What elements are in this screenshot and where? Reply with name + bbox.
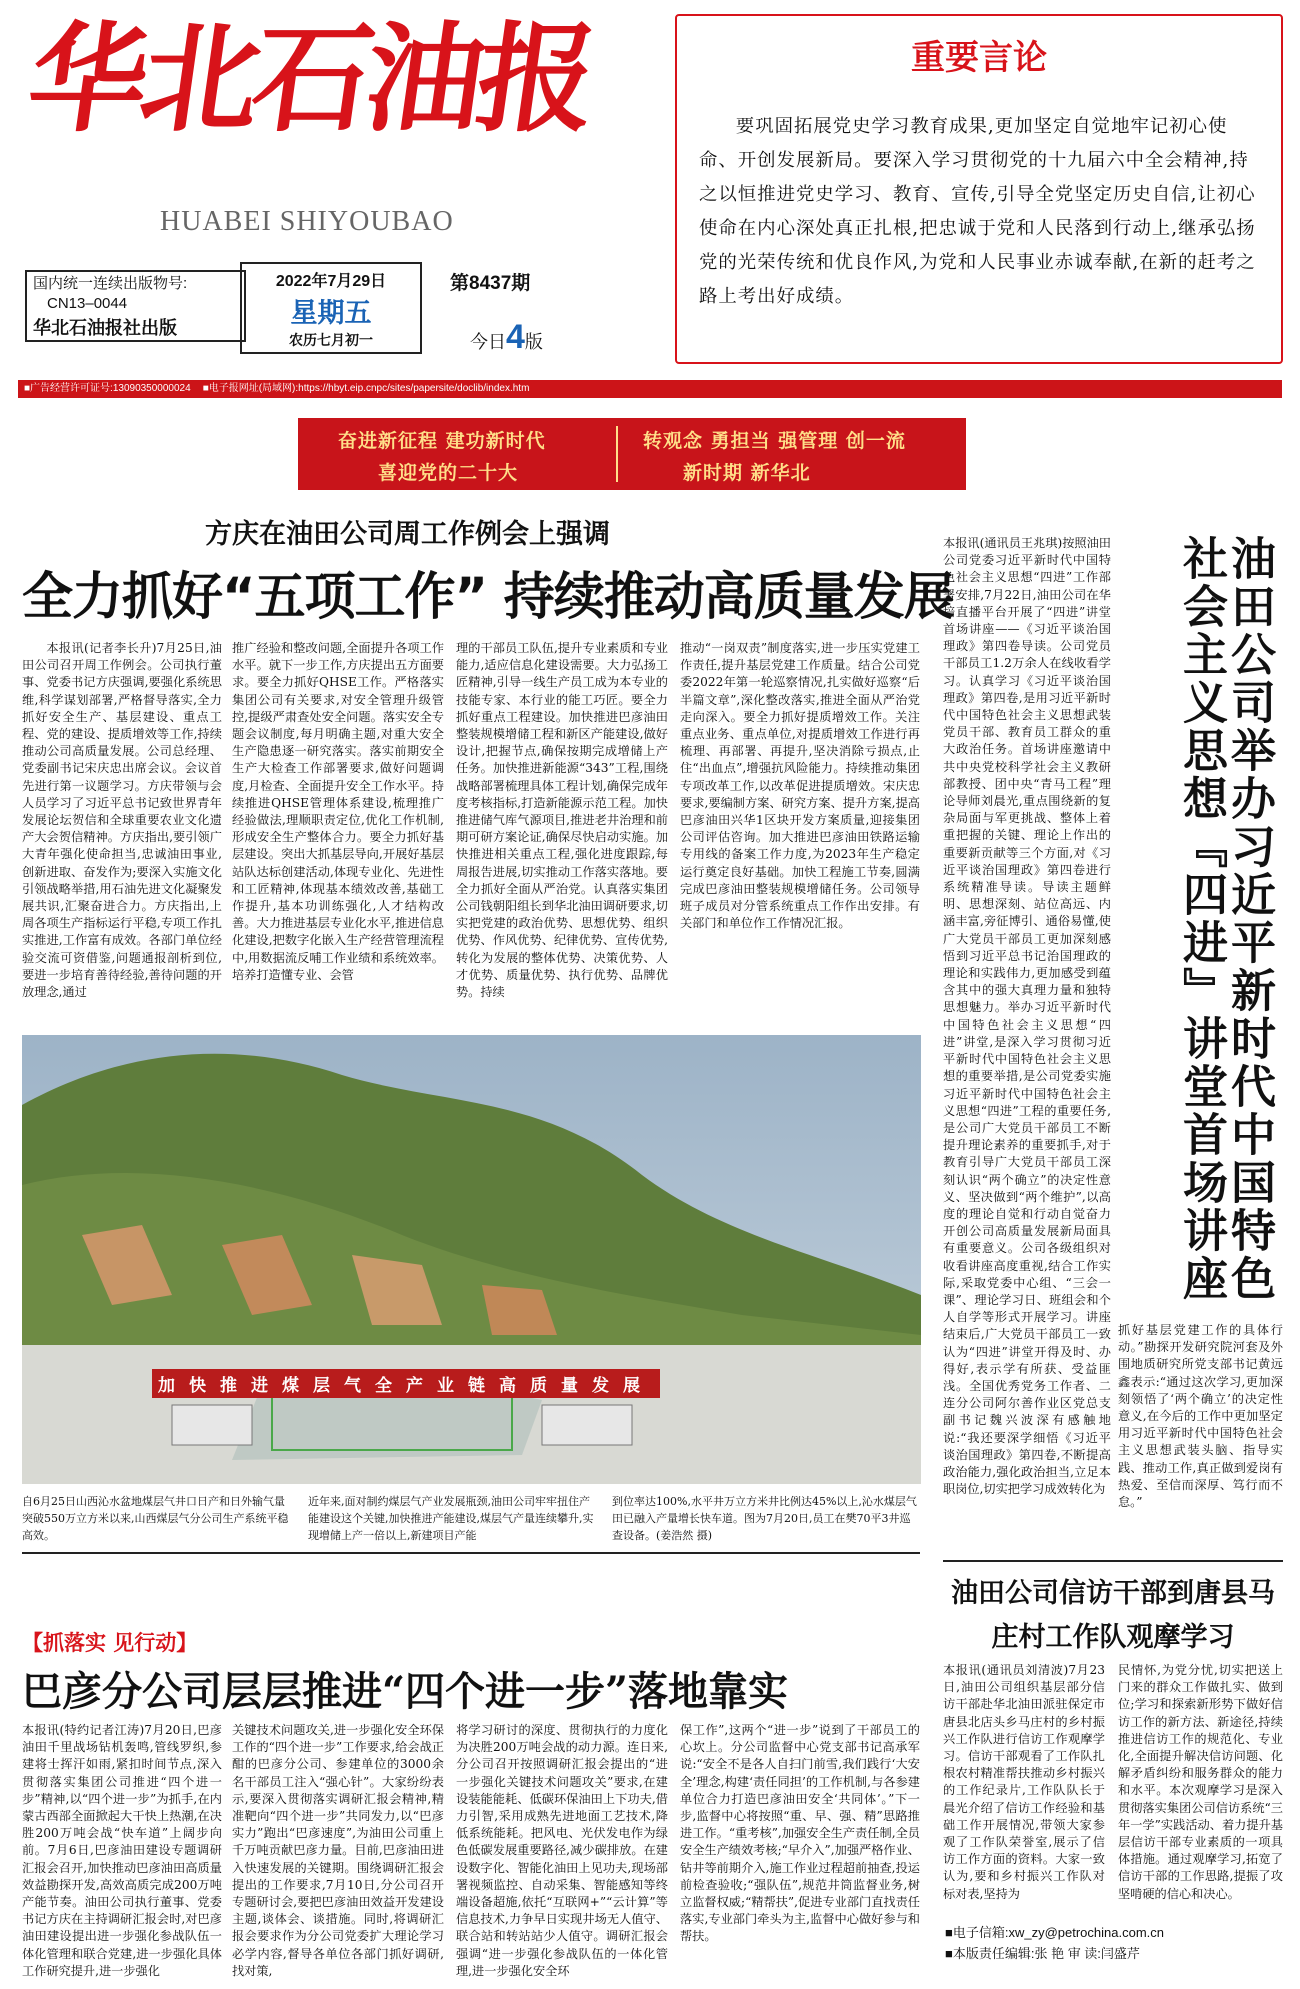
issue-date: 2022年7月29日 bbox=[275, 273, 387, 290]
lead-column-2: 推广经验和整改问题,全面提升各项工作水平。就下一步工作,方庆提出五方面要求。要全力抓好QHSE工作。严格落实集团公司有关要求,对安全管理升级管控,提级严肃查处安全问题。落实安全专题会议制度,每月明确主题,对重大安全生产隐患逐一研究落实。落实前期安全生产大检查工作部署要求,做好问题调度,月检查、全面提升安全工作水平。持续推进QHSE管理体系建设,梳理推广经验做法,理顺职责定位,优化工作机制,形成安全生产整体合力。要全力抓好基层建设。突出大抓基层导向,开展好基层站队达标创建活动,体现专业化、先进性和工匠精神,体现基本绩效改善,基础工作提升,基本功训练强化,人才结构改善。大力推进基层专业化水平,推进信息化建设,把数字化嵌入生产经营管理流程中,用数据流反哺工作业绩和系统效率。培养打造懂专业、会管 bbox=[232, 641, 444, 982]
speech-title: 重要言论 bbox=[911, 38, 1047, 78]
lead-column-4: 推动“一岗双责”制度落实,进一步压实党建工作责任,提升基层党建工作质量。结合公司党委2022年第一轮巡察情况,扎实做好巡察“后半篇文章”,深化整改落实,推进全面从严治党走向深入。要全力抓好提质增效工作。关注重点业务、重点单位,对提质增效工作进行再梳理、再部署、再提升,坚决消除亏损点,止住“出血点”,增强抗风险能力。持续推动集团专项改革工作,以改革促进提质增效。宋庆忠要求,要编制方案、研究方案、提升方案,提高巴彦油田兴华1区块开发方案质量,迎接集团公司评估咨询。加大推进巴彦油田铁路运输专用线的备案工作力度,为2023年生产稳定运行奠定良好基础。加快工程施工节奏,圆满完成巴彦油田整装规模增储任务。公司领导班子成员对分管系统重点工作作出安排。有关部门和单位作工作情况汇报。 bbox=[680, 641, 920, 931]
banner-divider bbox=[616, 426, 618, 482]
page-editors: ■本版责任编辑:张 艳 审 读:闫盛芹 bbox=[945, 1946, 1140, 1961]
serial-info-box bbox=[25, 270, 246, 342]
divider bbox=[22, 1552, 920, 1554]
photo-slogan: 加快推进煤层气全产业链高质量发展 bbox=[152, 1369, 660, 1398]
side-title-col-2: 社会主义思想『四进』讲堂首场讲座 bbox=[1175, 535, 1228, 1303]
pages-prefix: 今日 bbox=[470, 332, 506, 352]
column-tag: 【抓落实 见行动】 bbox=[22, 1631, 198, 1655]
date-box bbox=[240, 262, 422, 354]
photo-caption-3: 到位率达100%,水平井万立方米井比例达45%以上,沁水煤层气田已融入产量增长快车道。图为7月20日,员工在樊70平3井巡查设备。(姜浩然 摄) bbox=[612, 1495, 917, 1542]
pages-suffix: 版 bbox=[524, 332, 543, 352]
lead-column-1: 本报讯(记者李长升)7月25日,油田公司召开周工作例会。公司执行董事、党委书记方庆强调,要强化系统思维,科学谋划部署,严格督导落实,全力抓好安全生产、基层建设、重点工程、党的建设、提质增效等工作,持续推动公司高质量发展。公司总经理、党委副书记宋庆忠出席会议。会议首先进行第一议题学习。方庆带领与会人员学习了习近平总书记致世界青年发展论坛贺信和全球重要农业文化遗产大会贺信精神。方庆指出,要引领广大青年强化使命担当,忠诚油田事业,创新进取、奋发作为;要深入实施文化引领战略举措,用石油先进文化凝聚发展共识,汇聚奋进合力。方庆指出,上周各项生产指标运行平稳,专项工作扎实推进,工作富有成效。各部门单位经验交流可资借鉴,问题通报剖析到位,要进一步培育善待经验,善待问题的开放理念,通过 bbox=[22, 641, 222, 1000]
coalbed-gas-photo bbox=[22, 1035, 921, 1484]
banner-right-line2: 新时期 新华北 bbox=[683, 462, 811, 484]
page-count bbox=[470, 318, 543, 357]
xinfang-column-1: 本报讯(通讯员刘清波)7月23日,油田公司组织基层部分信访干部赴华北油田派驻保定市唐县北店头乡马庄村的乡村振兴工作队进行信访工作观摩学习。信访干部观看了工作队扎根农村精准帮扶推动乡村振兴的工作纪录片,工作队队长于晨光介绍了信访工作经验和基础工作开展情况,带领大家参观了工作队荣誉室,展示了信访工作方面的资料。大家一致认为,要和乡村振兴工作队对标对表,坚持为 bbox=[943, 1663, 1105, 1901]
xinfang-headline: 油田公司信访干部到唐县马庄村工作队观摩学习 bbox=[951, 1578, 1275, 1653]
photo-caption-2: 近年来,面对制约煤层气产业发展瓶颈,油田公司牢牢扭住产能建设这个关键,加快推进产能建设,煤层气产量连续攀升,实现增储上产一倍以上,新建项目产能 bbox=[308, 1495, 594, 1542]
important-speech-box bbox=[675, 14, 1283, 364]
photo-caption-1: 自6月25日山西沁水盆地煤层气井口日产和日外输气量突破550万立方米以来,山西煤层气分公司生产系统平稳高效。 bbox=[22, 1495, 289, 1542]
bayan-column-3: 将学习研讨的深度、贯彻执行的力度化为决胜200万吨会战的动力源。连日来,分公司召开按照调研汇报会提出的“进一步强化关键技术问题攻关”要求,在建设装能能耗、低碳环保油田上下功夫,借力引智,采用成熟先进地面工艺技术,降低系统能耗。把风电、光伏发电作为绿色低碳发展重要路径,减少碳排放。在建设数字化、智能化油田上见功夫,现场部署视频监控、自动采集、智能感知等终端设备超施,依托“互联网+”“云计算”等信息技术,力争早日实现井场无人值守、联合站和转站站少人值守。调研汇报会强调“进一步强化参战队伍的一体化管理,进一步强化安全环 bbox=[456, 1723, 668, 1978]
bayan-column-4: 保工作”,这两个“进一步”说到了干部员工的心坎上。分公司监督中心党支部书记高承军说:“安全不是各人自扫门前雪,我们践行‘大安全’理念,构建‘责任同担’的工作机制,与各参建单位合力打造巴彦油田安全‘共同体’。”下一步,监督中心将按照“重、早、强、精”思路推进工作。“重考核”,加强安全生产责任制,全员安全生产绩效考核;“早介入”,加强严格作业、钻井等前期介入,施工作业过程超前抽查,投运前检查验收;“强队伍”,规范井筒监督业务,树立监督权威;“精帮扶”,促进专业部门直找责任落实,专业部门牵头为主,监督中心做好参与和帮扶。 bbox=[680, 1723, 920, 1944]
xinfang-column-2: 民情怀,为党分忧,切实把送上门来的群众工作做扎实、做到位;学习和探索新形势下做好信访工作的新方法、新途径,持续推进信访工作的规范化、专业化,全面提升解决信访问题、化解矛盾纠纷和服务群众的能力和水平。本次观摩学习是深入贯彻落实集团公司信访系统“三年一学”实践活动、着力提升基层信访干部专业素质的一项具体措施。通过观摩学习,拓宽了信访干部的工作思路,提振了攻坚啃硬的信心和决心。 bbox=[1118, 1663, 1283, 1901]
side-article-text: 本报讯(通讯员王兆琪)按照油田公司党委习近平新时代中国特色社会主义思想“四进”工作部署安排,7月22日,油田公司在华培直播平台开展了“四进”讲堂首场讲座——《习近平谈治国理政》第四卷导读。公司党员干部员工1.2万余人在线收看学习。认真学习《习近平谈治国理政》第四卷,是用习近平新时代中国特色社会主义思想武装党员干部、教育员工群众的重大政治任务。首场讲座邀请中共中央党校科学社会主义教研部教授、团中央“青马工程”理论导师刘晨光,重点围绕新的复杂局面与军更挑战、整体上着重把握的关键、理论上作出的重要新贡献等三个方面,对《习近平谈治国理政》第四卷进行系统精准导读。导读主题鲜明、思想深刻、站位高远、内涵丰富,旁征博引、通俗易懂,使广大党员干部员工更加深刻感悟到习近平总书记治国理政的理论和实践伟力,更加感受到蕴含其中的强大真理力量和独特思想魅力。举办习近平新时代中国特色社会主义思想“四进”讲堂,是深入学习贯彻习近平新时代中国特色社会主义思想的重要举措,是公司党委实施习近平新时代中国特色社会主义思想“四进”工程的重要任务,是公司广大党员干部员工不断提升理论素养的重要抓手,对于教育引导广大党员干部员工深刻认识“两个确立”的决定性意义、坚决做到“两个维护”,以高度的理论自觉和行动自觉奋力开创公司高质量发展新局面具有重要意义。公司各级组织对收看讲座高度重视,结合工作实际,采取党委中心组、“三会一课”、理论学习日、班组会和个人自学等形式开展学习。讲座结束后,广大党员干部员工一致认为“四进”讲堂开得及时、办得好,表示学有所获、受益匪浅。全国优秀党务工作者、二连分公司阿尔善作业区党总支副书记魏兴波深有感触地说:“我还要深学细悟《习近平谈治国理政》第四卷,不断提高政治能力,强化政治担当,立足本职岗位,切实把学习成效转化为 bbox=[943, 536, 1111, 1497]
banner-left-line2: 喜迎党的二十大 bbox=[378, 462, 519, 484]
footer-info bbox=[945, 1922, 1283, 1964]
banner-right-line1: 转观念 勇担当 强管理 创一流 bbox=[643, 430, 906, 452]
info-bar bbox=[18, 380, 1282, 398]
divider bbox=[943, 1560, 1283, 1562]
ad-license: ■广告经营许可证号:13090350000024 bbox=[24, 383, 191, 394]
serial-number: CN13–0044 bbox=[47, 295, 128, 312]
bayan-column-1: 本报讯(特约记者江涛)7月20日,巴彦油田千里战场钻机轰鸣,管线罗织,参建将士挥汗如雨,紧扣时间节点,深入贯彻落实集团公司推进“四个进一步”精神,以“四个进一步”为抓手,在内蒙古西部全面掀起大干快上热潮,在决胜200万吨会战“快车道”上阔步向前。7月6日,巴彦油田建设专题调研汇报会召开,加快推动巴彦油田高质量效益勘探开发,高效高质完成200万吨产能节奏。油田公司执行董事、党委书记方庆在主持调研汇报会时,对巴彦油田建设提出进一步强化参战队伍一体化管理和联合党建,进一步强化具体工作研究提升,进一步强化 bbox=[22, 1723, 222, 1978]
lunar-date: 农历七月初一 bbox=[289, 332, 373, 348]
issue-number: 第8437期 bbox=[450, 273, 531, 294]
speech-text: 要巩固拓展党史学习教育成果,更加坚定自觉地牢记初心使命、开创发展新局。要深入学习贯彻党的十九届六中全会精神,持之以恒推进党史学习、教育、宣传,引导全党坚定历史自信,让初心使命在内心深处真正扎根,把忠诚于党和人民落到行动上,继承弘扬党的光荣传统和优良作风,为党和人民事业赤诚奉献,在新的赶考之路上考出好成绩。 bbox=[699, 116, 1256, 307]
bayan-headline: 巴彦分公司层层推进“四个进一步”落地靠实 bbox=[22, 1668, 789, 1715]
epaper-url[interactable]: ■电子报网址(局域网):https://hbyt.eip.cnpc/sites/papersite/doclib/index.htm bbox=[202, 383, 530, 394]
side-title-col-1: 油田公司举办习近平新时代中国特色 bbox=[1223, 535, 1276, 1303]
publisher: 华北石油报社出版 bbox=[33, 318, 177, 338]
lead-column-3: 理的干部员工队伍,提升专业素质和专业能力,适应信息化建设需要。大力弘扬工匠精神,引导一线生产员工成为本专业的技能专家、本行业的能工巧匠。要全力抓好重点工程建设。加快推进巴彦油田整装规模增储工程和新区产能建设,做好设计,把握节点,确保按期完成增储上产任务。加快推进新能源“343”工程,围绕战略部署梳理具体工程计划,确保完成年度考核指标,打造新能源示范工程。加快推进储气库气源项目,推进老井治理和前期可研方案论证,确保尽快启动实施。加快推进相关重点工程,强化进度跟踪,每周报告进展,切实推动工作落实落地。要全力抓好全面从严治党。认真落实集团公司钱朝阳组长到华北油田调研要求,切实把党建的政治优势、思想优势、组织优势、作风优势、纪律优势、宣传优势,转化为发展的整体优势、决策优势、人才优势、质量优势、执行优势、品牌优势。持续 bbox=[456, 641, 668, 1000]
editor-email[interactable]: ■电子信箱:xw_zy@petrochina.com.cn bbox=[945, 1925, 1165, 1940]
banner-left-line1: 奋进新征程 建功新时代 bbox=[338, 430, 546, 452]
serial-label: 国内统一连续出版物号: bbox=[33, 275, 188, 292]
newspaper-pinyin-name: HUABEI SHIYOUBAO bbox=[160, 206, 454, 237]
weekday: 星期五 bbox=[290, 298, 372, 328]
pages-number: 4 bbox=[506, 318, 525, 356]
bayan-column-2: 关键技术问题攻关,进一步强化安全环保工作的“四个进一步”工作要求,给会战正酣的巴彦分公司、参建单位的3000余名干部员工注入“强心针”。大家纷纷表示,要深入贯彻落实调研汇报会精神,精准靶向“四个进一步”共同发力,以“巴彦实力”跑出“巴彦速度”,为油田公司重上千万吨贡献巴彦力量。目前,巴彦油田进入快速发展的关键期。围绕调研汇报会提出的工作要求,7月10日,分公司召开专题研讨会,要把巴彦油田效益开发建设主题,谈体会、谈措施。同时,将调研汇报会要求作为分公司党委扩大理论学习必学内容,督导各单位各部门抓好调研,找对策, bbox=[232, 1723, 444, 1978]
lead-subtitle: 方庆在油田公司周工作例会上强调 bbox=[205, 519, 610, 550]
side-article-title bbox=[1175, 535, 1282, 1355]
newspaper-logo: 华北石油报 bbox=[20, 9, 600, 148]
side-article-text-cont: 抓好基层党建工作的具体行动。”勘探开发研究院河套及外围地质研究所党支部书记黄远鑫表示:“通过这次学习,更加深刻领悟了‘两个确立’的决定性意义,在今后的工作中更加坚定用习近平新时代中国特色社会主义思想武装头脑、指导实践、推动工作,真正做到爱岗有热爱、至信而深厚、笃行而不怠。” bbox=[1118, 1323, 1283, 1510]
slogan-banner bbox=[298, 418, 966, 490]
lead-headline: 全力抓好“五项工作” 持续推动高质量发展 bbox=[22, 568, 954, 627]
